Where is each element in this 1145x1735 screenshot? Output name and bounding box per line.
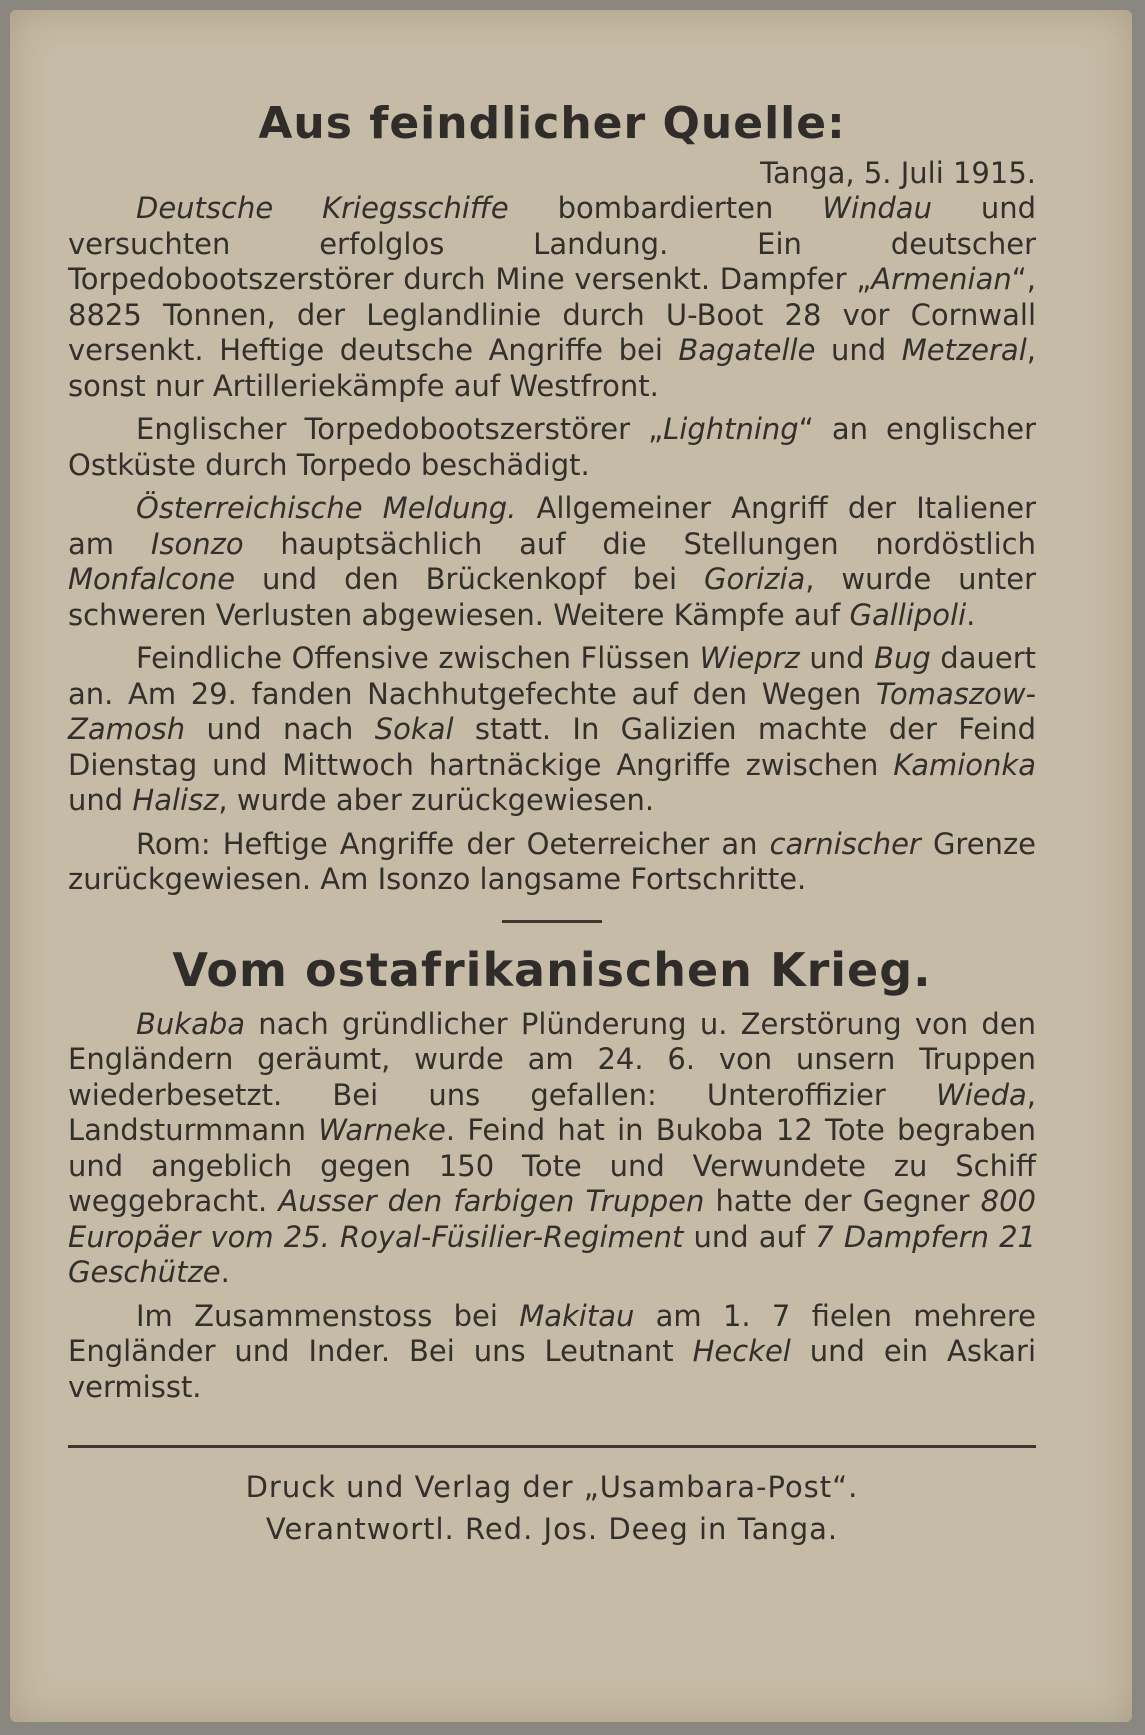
paragraph bbox=[68, 1299, 1036, 1406]
text-run: am 1. 7 fielen mehrere Engländer und Inder. Bei uns Leutnant bbox=[68, 1298, 1036, 1368]
italic-term: Makitau bbox=[519, 1298, 635, 1333]
text-run: Im Zusammenstoss bei bbox=[136, 1298, 520, 1333]
text-run: . bbox=[966, 597, 976, 632]
text-run: statt. In Galizien machte der Feind Dienstag und Mittwoch hartnäckige Angriffe zwischen bbox=[68, 712, 1036, 782]
paragraph bbox=[68, 412, 1036, 483]
headline-enemy-source: Aus feindlicher Quelle: bbox=[258, 98, 846, 149]
italic-term: carnischer bbox=[769, 826, 921, 861]
italic-term: Wieda bbox=[936, 1077, 1027, 1112]
italic-term: Warneke bbox=[318, 1113, 446, 1147]
italic-term: Gallipoli bbox=[849, 597, 967, 632]
italic-term: Bug bbox=[874, 641, 931, 675]
text-run: , Landsturmmann bbox=[68, 1077, 1036, 1147]
text-run: , wurde unter schweren Verlusten abgewiesen. Weitere Kämpfe auf bbox=[68, 562, 1036, 632]
paragraph bbox=[68, 641, 1036, 819]
italic-term: Isonzo bbox=[150, 526, 244, 561]
imprint-publisher: Druck und Verlag der „Usambara-Post“. bbox=[245, 1470, 859, 1504]
italic-term: Sokal bbox=[374, 712, 454, 746]
text-run: . bbox=[220, 1255, 230, 1289]
section-east-africa-reports bbox=[68, 1007, 1036, 1406]
text-run: “ an englischer Ostküste durch Torpedo beschädigt. bbox=[68, 412, 1036, 482]
text-run: und bbox=[68, 783, 133, 817]
italic-term: Österreichische Meldung. bbox=[136, 491, 517, 525]
divider-long bbox=[68, 1445, 1036, 1448]
italic-term: Bukaba bbox=[136, 1006, 246, 1041]
dateline: Tanga, 5. Juli 1915. bbox=[760, 156, 1036, 190]
text-run: und auf bbox=[683, 1219, 816, 1254]
divider-short bbox=[502, 920, 602, 923]
italic-term: Metzeral bbox=[901, 333, 1027, 367]
text-run: Englischer Torpedobootszerstörer „ bbox=[136, 412, 664, 446]
card-text-block bbox=[68, 98, 1036, 1550]
section-enemy-reports bbox=[68, 191, 1036, 898]
italic-term: Armenian bbox=[871, 262, 1012, 296]
italic-term: Halisz bbox=[132, 783, 219, 817]
paragraph bbox=[68, 1007, 1036, 1291]
italic-term: Tomaszow-Zamosh bbox=[68, 676, 1036, 746]
italic-term: Kamionka bbox=[893, 747, 1036, 782]
text-run: Grenze zurückgewiesen. Am Isonzo langsame Fortschritte. bbox=[68, 826, 1037, 896]
text-run: und bbox=[799, 641, 875, 675]
text-run: und nach bbox=[185, 712, 375, 746]
italic-term: Wieprz bbox=[699, 641, 800, 675]
text-run: hauptsächlich auf die Stellungen nordöstlich bbox=[243, 526, 1036, 561]
text-run: , wurde aber zurückgewiesen. bbox=[218, 783, 655, 817]
text-run: . Feind hat in Bukoba 12 Tote begraben und angeblich gegen 150 Tote und Verwundete zu Schiff weggebracht. bbox=[68, 1113, 1036, 1218]
paragraph bbox=[68, 491, 1036, 633]
text-run: “, 8825 Tonnen, der Leglandlinie durch U-Boot 28 vor Cornwall versenkt. Heftige deutsche Angriffe bei bbox=[68, 262, 1036, 367]
paragraph bbox=[68, 191, 1036, 404]
text-run: hatte der Gegner bbox=[704, 1184, 981, 1218]
text-run: dauert an. Am 29. fanden Nachhutgefechte auf den Wegen bbox=[68, 641, 1036, 711]
text-run: und versuchten erfolglos Landung. Ein deutscher Torpedobootszerstörer durch Mine versenkt. Dampfer „ bbox=[68, 191, 1036, 296]
text-run: und den Brückenkopf bei bbox=[235, 562, 705, 596]
postcard bbox=[10, 10, 1132, 1722]
imprint-editor: Verantwortl. Red. Jos. Deeg in Tanga. bbox=[265, 1512, 839, 1546]
text-run: und bbox=[815, 333, 902, 367]
text-run: bombardierten bbox=[508, 191, 823, 225]
text-run: und ein Askari vermisst. bbox=[68, 1334, 1037, 1404]
text-run: , sonst nur Artilleriekämpfe auf Westfront. bbox=[68, 333, 1036, 403]
italic-term: Gorizia bbox=[704, 562, 806, 596]
text-run: nach gründlicher Plünderung u. Zerstörung von den Engländern geräumt, wurde am 24. 6. von unsern Truppen wiederbesetzt. Bei uns gefallen: Unteroffizier bbox=[68, 1006, 1036, 1112]
text-run: Allgemeiner Angriff der Italiener am bbox=[68, 491, 1036, 561]
italic-term: Lightning bbox=[663, 412, 799, 446]
headline-east-africa: Vom ostafrikanischen Krieg. bbox=[172, 942, 932, 997]
italic-term: Ausser den farbigen Truppen bbox=[278, 1184, 705, 1218]
italic-term: Monfalcone bbox=[68, 562, 236, 596]
text-run: Feindliche Offensive zwischen Flüssen bbox=[136, 641, 700, 675]
text-run: Rom: Heftige Angriffe der Oeterreicher an bbox=[136, 826, 770, 861]
italic-term: Heckel bbox=[692, 1334, 791, 1368]
italic-term: 7 Dampfern 21 Geschütze bbox=[68, 1219, 1036, 1289]
italic-term: Bagatelle bbox=[678, 333, 816, 367]
imprint bbox=[68, 1466, 1036, 1550]
italic-term: Deutsche Kriegsschiffe bbox=[136, 191, 509, 225]
paragraph bbox=[68, 827, 1036, 898]
italic-term: 800 Europäer vom 25. Royal-Füsilier-Regiment bbox=[68, 1184, 1036, 1254]
italic-term: Windau bbox=[822, 191, 932, 225]
